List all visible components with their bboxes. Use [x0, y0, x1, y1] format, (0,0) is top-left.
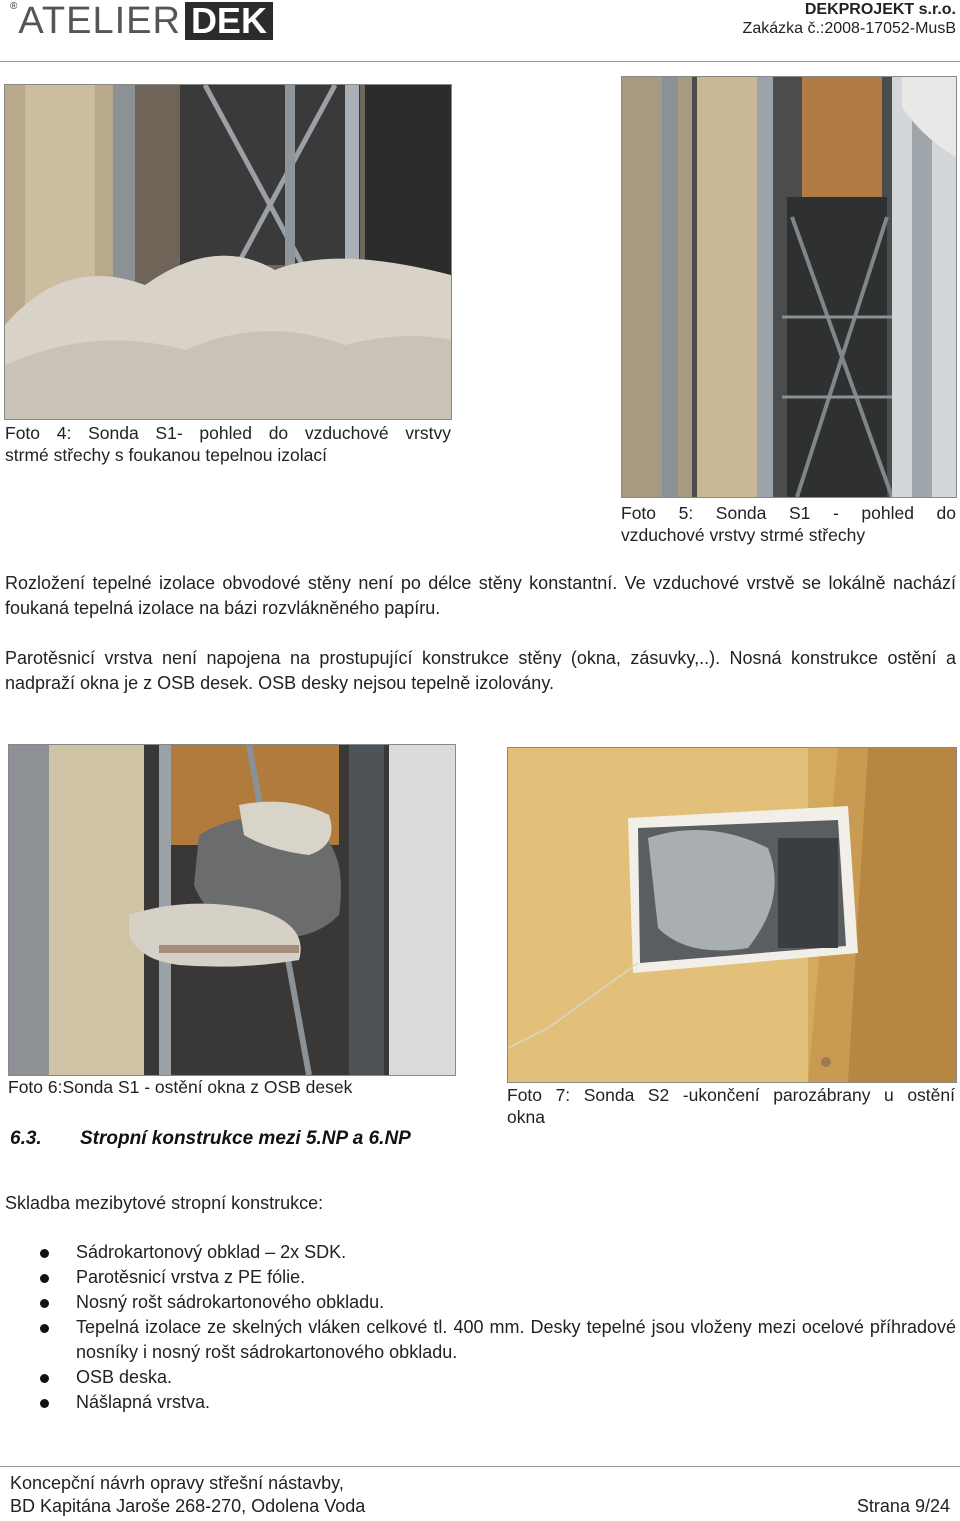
logo-atelier-text: ATELIER [18, 0, 181, 42]
header-divider [0, 61, 960, 62]
footer-line1: Koncepční návrh opravy střešní nástavby, [10, 1473, 344, 1493]
footer-project [10, 1472, 365, 1518]
photo-5-caption-line2: vzduchové vrstvy strmé střechy [621, 525, 866, 545]
bullet-icon [40, 1249, 49, 1258]
photo-4-caption-line2: strmé střechy s foukanou tepelnou izolací [5, 445, 327, 465]
bullet-icon [40, 1324, 49, 1333]
atelier-dek-logo [10, 2, 273, 40]
registered-mark: ® [10, 1, 18, 12]
photo-7-caption-line2: okna [507, 1107, 545, 1127]
bullet-icon [40, 1374, 49, 1383]
photo-4-caption-line1: Foto 4: Sonda S1- pohled do vzduchové vrstvy [5, 423, 451, 443]
photo-5-image [621, 76, 957, 498]
paragraph-vapor-barrier: Parotěsnicí vrstva není napojena na prostupující konstrukce stěny (okna, zásuvky,..). Nosná konstrukce ostění a nadpraží okna je z OSB desek. OSB desky nejsou tepelně izolovány. [5, 648, 956, 693]
photo-7-caption [507, 1084, 955, 1128]
footer-divider [0, 1466, 960, 1467]
photo-6-caption: Foto 6:Sonda S1 - ostění okna z OSB desek [8, 1077, 353, 1097]
photo-4-caption [5, 422, 451, 466]
bullet-icon [40, 1274, 49, 1283]
list-item: OSB deska. [40, 1365, 956, 1390]
composition-list [40, 1240, 956, 1415]
section-title: Stropní konstrukce mezi 5.NP a 6.NP [80, 1128, 411, 1149]
logo-dek-text: DEK [185, 2, 273, 40]
photo-4-image [4, 84, 452, 420]
company-name: DEKPROJEKT s.r.o. [804, 1, 956, 18]
composition-intro: Skladba mezibytové stropní konstrukce: [5, 1193, 324, 1213]
photo-5-caption [621, 502, 956, 546]
paragraph-insulation-distribution: Rozložení tepelné izolace obvodové stěny není po délce stěny konstantní. Ve vzduchové vrstvě se lokálně nachází foukaná tepelná izolace na bázi rozvlákněného papíru. [5, 573, 956, 618]
footer-line2: BD Kapitána Jaroše 268-270, Odolena Voda [10, 1496, 366, 1516]
header-info [743, 1, 956, 38]
order-number: Zakázka č.:2008-17052-MusB [742, 20, 956, 37]
list-item: Sádrokartonový obklad – 2x SDK. [40, 1240, 956, 1265]
bullet-icon [40, 1399, 49, 1408]
list-item: Parotěsnicí vrstva z PE fólie. [40, 1265, 956, 1290]
list-item: Nosný rošt sádrokartonového obkladu. [40, 1290, 956, 1315]
photo-6-image [8, 744, 456, 1076]
photo-5-caption-line1: Foto 5: Sonda S1 - pohled do [621, 503, 956, 523]
photo-7-image [507, 747, 957, 1083]
list-item: Tepelná izolace ze skelných vláken celkové tl. 400 mm. Desky tepelné jsou vloženy mezi ocelové příhradové nosníky i nosný rošt sádrokartonového obkladu. [40, 1315, 956, 1365]
page-number: Strana 9/24 [856, 1496, 950, 1516]
photo-7-caption-line1: Foto 7: Sonda S2 -ukončení parozábrany u ostění [507, 1085, 955, 1105]
section-number: 6.3. [10, 1128, 42, 1149]
bullet-icon [40, 1299, 49, 1308]
list-item: Nášlapná vrstva. [40, 1390, 956, 1415]
